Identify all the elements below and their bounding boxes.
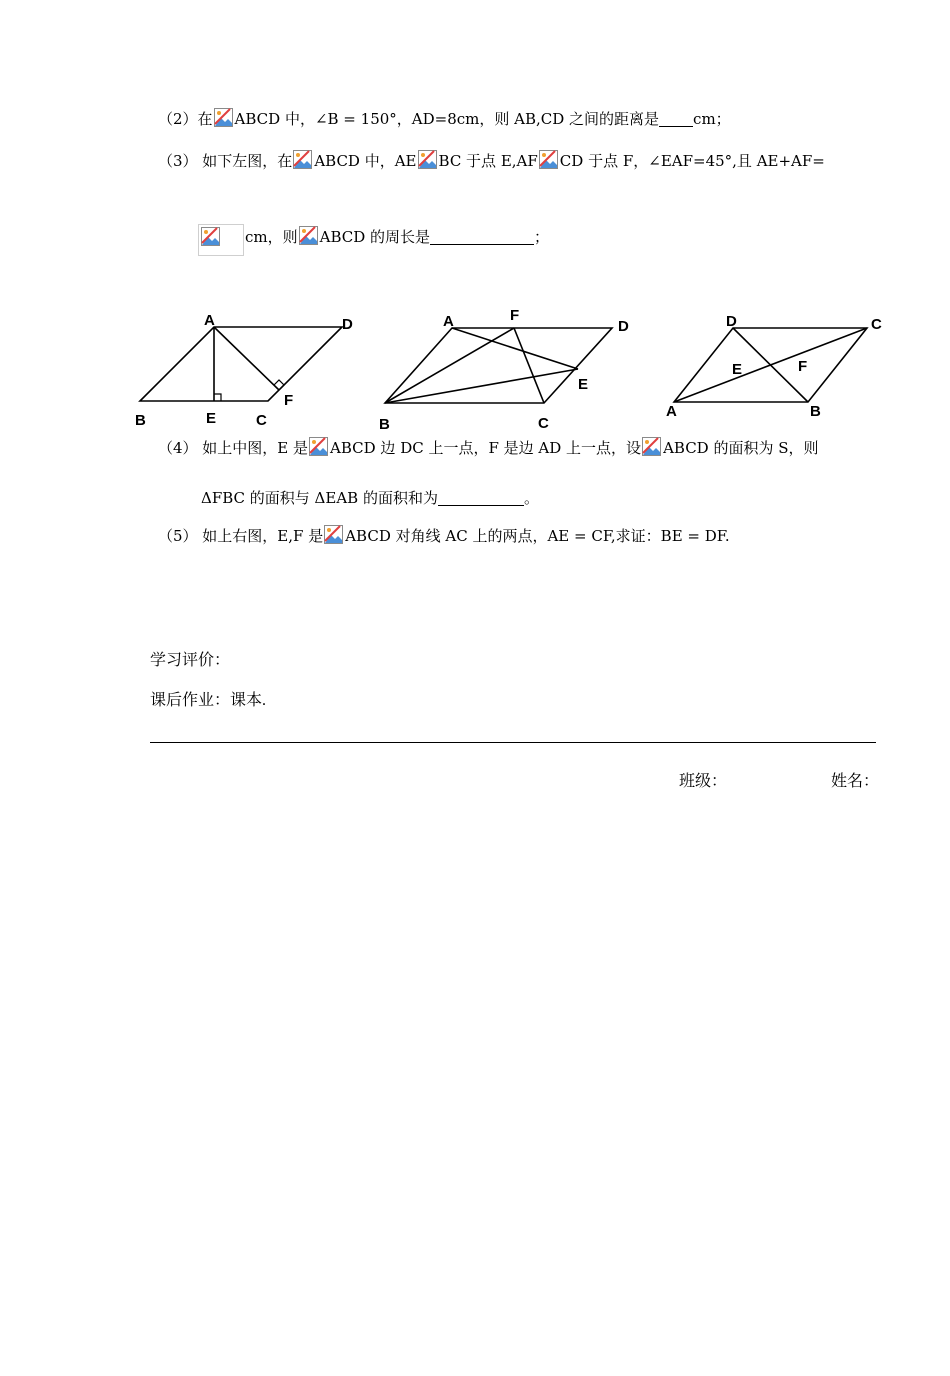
label-b: B <box>379 416 390 433</box>
parallelogram-symbol-icon <box>293 150 313 170</box>
parallelogram-symbol-icon <box>309 437 329 457</box>
q5-text: ABCD 对角线 AC 上的两点，AE = CF,求证：BE = DF. <box>345 527 730 545</box>
q3-number: （3） 如下左图，在 <box>158 152 293 170</box>
q2-text: ABCD 中，∠B = 150°，AD=8cm，则 AB,CD 之间的距离是 <box>234 110 660 128</box>
question-5 <box>158 525 730 546</box>
parallelogram-symbol-icon <box>642 437 662 457</box>
label-e: E <box>732 361 743 378</box>
label-c: C <box>538 415 549 432</box>
question-3-cont <box>197 224 549 256</box>
label-f: F <box>798 358 808 375</box>
name-label: 姓名： <box>831 773 880 790</box>
q4-text-a: ABCD 边 DC 上一点，F 是边 AD 上一点，设 <box>330 439 642 457</box>
figure-left-parallelogram <box>130 305 360 435</box>
q3-text-d: cm，则 <box>245 228 298 246</box>
equation-image-icon <box>198 224 244 256</box>
q4-end: 。 <box>523 489 539 507</box>
q4-number: （4） 如上中图，E 是 <box>158 439 309 457</box>
learning-review-label: 学习评价： <box>150 652 231 669</box>
parallelogram-abcd <box>140 327 342 401</box>
label-e: E <box>206 410 217 427</box>
q4-text-c: ΔFBC 的面积与 ΔEAB 的面积和为 <box>201 489 438 507</box>
parallelogram-symbol-icon <box>214 108 234 128</box>
label-c: C <box>256 412 267 429</box>
label-f: F <box>284 392 294 409</box>
segment-fc <box>514 328 544 403</box>
label-d: D <box>618 318 629 335</box>
q2-answer-blank[interactable] <box>659 110 693 127</box>
label-d: D <box>342 316 353 333</box>
label-f: F <box>510 307 520 324</box>
label-e: E <box>578 376 589 393</box>
label-a: A <box>443 313 454 330</box>
segment-ae <box>452 328 578 369</box>
q4-answer-blank[interactable] <box>438 489 524 506</box>
segment-de-df <box>733 328 808 402</box>
q4-text-b: ABCD 的面积为 S，则 <box>663 439 819 457</box>
q5-number: （5） 如上右图，E,F 是 <box>158 527 324 545</box>
figure-middle-parallelogram <box>372 305 637 435</box>
q3-end: ； <box>534 228 550 246</box>
label-c: C <box>871 316 882 333</box>
homework-label: 课后作业：课本. <box>150 692 267 709</box>
question-4 <box>158 437 819 458</box>
question-2 <box>158 108 731 129</box>
question-4-cont <box>201 488 539 508</box>
parallelogram-symbol-icon <box>324 525 344 545</box>
q3-text-c: CD 于点 F，∠EAF=45°,且 AE+AF= <box>559 152 825 170</box>
parallelogram-symbol-icon <box>299 226 319 246</box>
segment-af <box>214 327 279 390</box>
q2-unit: cm； <box>693 110 731 128</box>
perpendicular-symbol-icon <box>418 150 438 170</box>
q3-text-b: BC 于点 E,AF <box>438 152 538 170</box>
q2-number: （2）在 <box>158 110 213 128</box>
label-d: D <box>726 313 737 330</box>
label-a: A <box>666 403 677 420</box>
divider-line <box>150 742 876 743</box>
label-b: B <box>810 403 821 420</box>
q3-answer-blank[interactable] <box>430 228 534 245</box>
label-a: A <box>204 312 215 329</box>
perpendicular-symbol-icon <box>539 150 559 170</box>
class-label: 班级： <box>679 773 728 790</box>
q3-text-a: ABCD 中，AE <box>314 152 417 170</box>
q3-text-e: ABCD 的周长是 <box>319 228 431 246</box>
figure-right-parallelogram <box>660 305 890 425</box>
label-b: B <box>135 412 146 429</box>
question-3 <box>158 150 825 171</box>
